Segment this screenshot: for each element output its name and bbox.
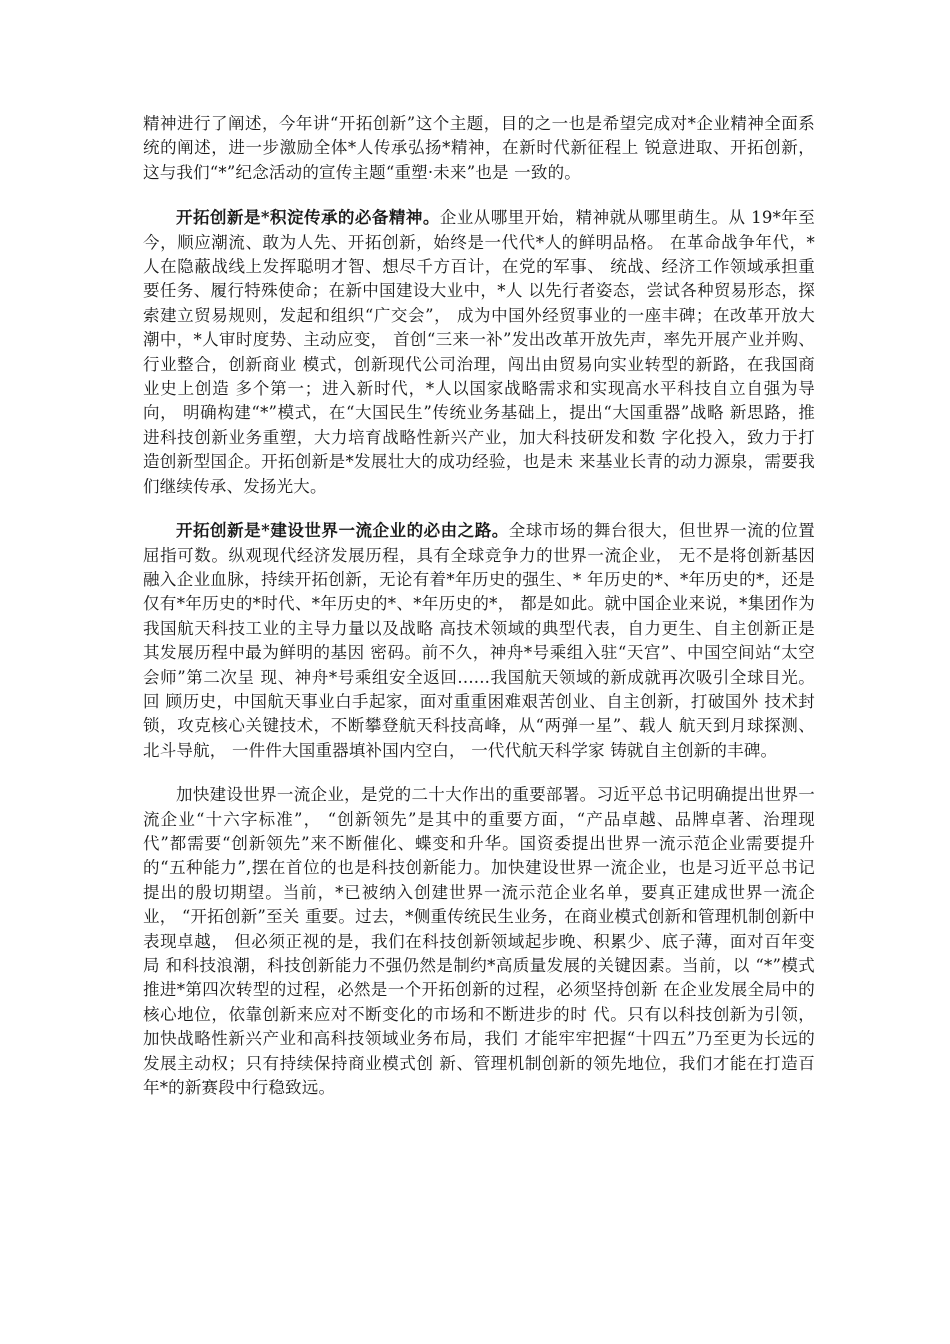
paragraph-3-text: 全球市场的舞台很大，但世界一流的位置屈指可数。纵观现代经济发展历程，具有全球竞争力的世界一流企业， 无不是将创新基因融入企业血脉，持续开拓创新，无论有着*年历史的强生、* 年历史的*、*年历史的*，还是仅有*年历史的*时代、*年历史的*、*年历史的*， 都是如此。就中国企业来说，*集团作为我国航天科技工业的主导力量以及战略 高技术领域的典型代表，自力更生、自主创新正是其发展历程中最为鲜明的基因 密码。前不久，神舟*号乘组入驻“天宫”、中国空间站“太空会师”第二次呈 现、神舟*号乘组安全返回......我国航天领域的新成就再次吸引全球目光。回 顾历史，中国航天事业白手起家，面对重重困难艰苦创业、自主创新，打破国外 技术封锁，攻克核心关键技术，不断攀登航天科技高峰，从“两弹一星”、载人 航天到月球探测、北斗导航， 一件件大国重器填补国内空白， 一代代航天科学家 铸就自主创新的丰碑。 [143,521,815,760]
paragraph-2-heading: 开拓创新是*积淀传承的必备精神。 [176,208,440,228]
paragraph-4-text: 加快建设世界一流企业，是党的二十大作出的重要部署。习近平总书记明确提出世界一流企业“十六字标准”， “创新领先”是其中的重要方面，“产品卓越、品牌卓著、治理现代”都需要“创新领先”来不断催化、蝶变和升华。国资委提出世界一流示范企业需要提升的“五种能力”,摆在首位的也是科技创新能力。加快建设世界一流企业，也是习近平总书记提出的殷切期望。当前，*已被纳入创建世界一流示范企业名单，要真正建成世界一流企业， “开拓创新”至关 重要。过去，*侧重传统民生业务，在商业模式创新和管理机制创新中表现卓越， 但必须正视的是，我们在科技创新领域起步晚、积累少、底子薄，面对百年变局 和科技浪潮，科技创新能力不强仍然是制约*高质量发展的关键因素。当前，以 “*”模式推进*第四次转型的过程，必然是一个开拓创新的过程，必须坚持创新 在企业发展全局中的核心地位，依靠创新来应对不断变化的市场和不断进步的时 代。只有以科技创新为引领，加快战略性新兴产业和高科技领域业务布局，我们 才能牢牢把握“十四五”乃至更为长远的发展主动权；只有持续保持商业模式创 新、管理机制创新的领先地位，我们才能在打造百年*的新赛段中行稳致远。 [143,785,815,1098]
paragraph-2 [143,206,815,499]
paragraph-1-text: 精神进行了阐述，今年讲“开拓创新”这个主题，目的之一也是希望完成对*企业精神全面系统的阐述，进一步激励全体*人传承弘扬*精神，在新时代新征程上 锐意进取、开拓创新，这与我们“*”纪念活动的宣传主题“重塑·未来”也是 一致的。 [143,114,815,182]
document-page [143,112,815,1100]
paragraph-3 [143,519,815,763]
paragraph-3-heading: 开拓创新是*建设世界一流企业的必由之路。 [176,521,509,541]
paragraph-2-text: 企业从哪里开始，精神就从哪里萌生。从 19*年至今，顺应潮流、敢为人先、开拓创新，始终是一代代*人的鲜明品格。 在革命战争年代，*人在隐蔽战线上发挥聪明才智、想尽千方百计，在党的军事、 统战、经济工作领域承担重要任务、履行特殊使命；在新中国建设大业中，*人 以先行者姿态，尝试各种贸易形态，探索建立贸易规则，发起和组织“广交会”， 成为中国外经贸事业的一座丰碑；在改革开放大潮中，*人审时度势、主动应变， 首创“三来一补”发出改革开放先声，率先开展产业并购、行业整合，创新商业 模式，创新现代公司治理，闯出由贸易向实业转型的新路，在我国商业史上创造 多个第一；进入新时代，*人以国家战略需求和实现高水平科技自立自强为导向， 明确构建“*”模式，在“大国民生”传统业务基础上，提出“大国重器”战略 新思路，推进科技创新业务重塑，大力培育战略性新兴产业，加大科技研发和数 字化投入，致力于打造创新型国企。开拓创新是*发展壮大的成功经验，也是未 来基业长青的动力源泉，需要我们继续传承、发扬光大。 [143,208,815,496]
paragraph-4 [143,783,815,1100]
paragraph-1 [143,112,815,185]
